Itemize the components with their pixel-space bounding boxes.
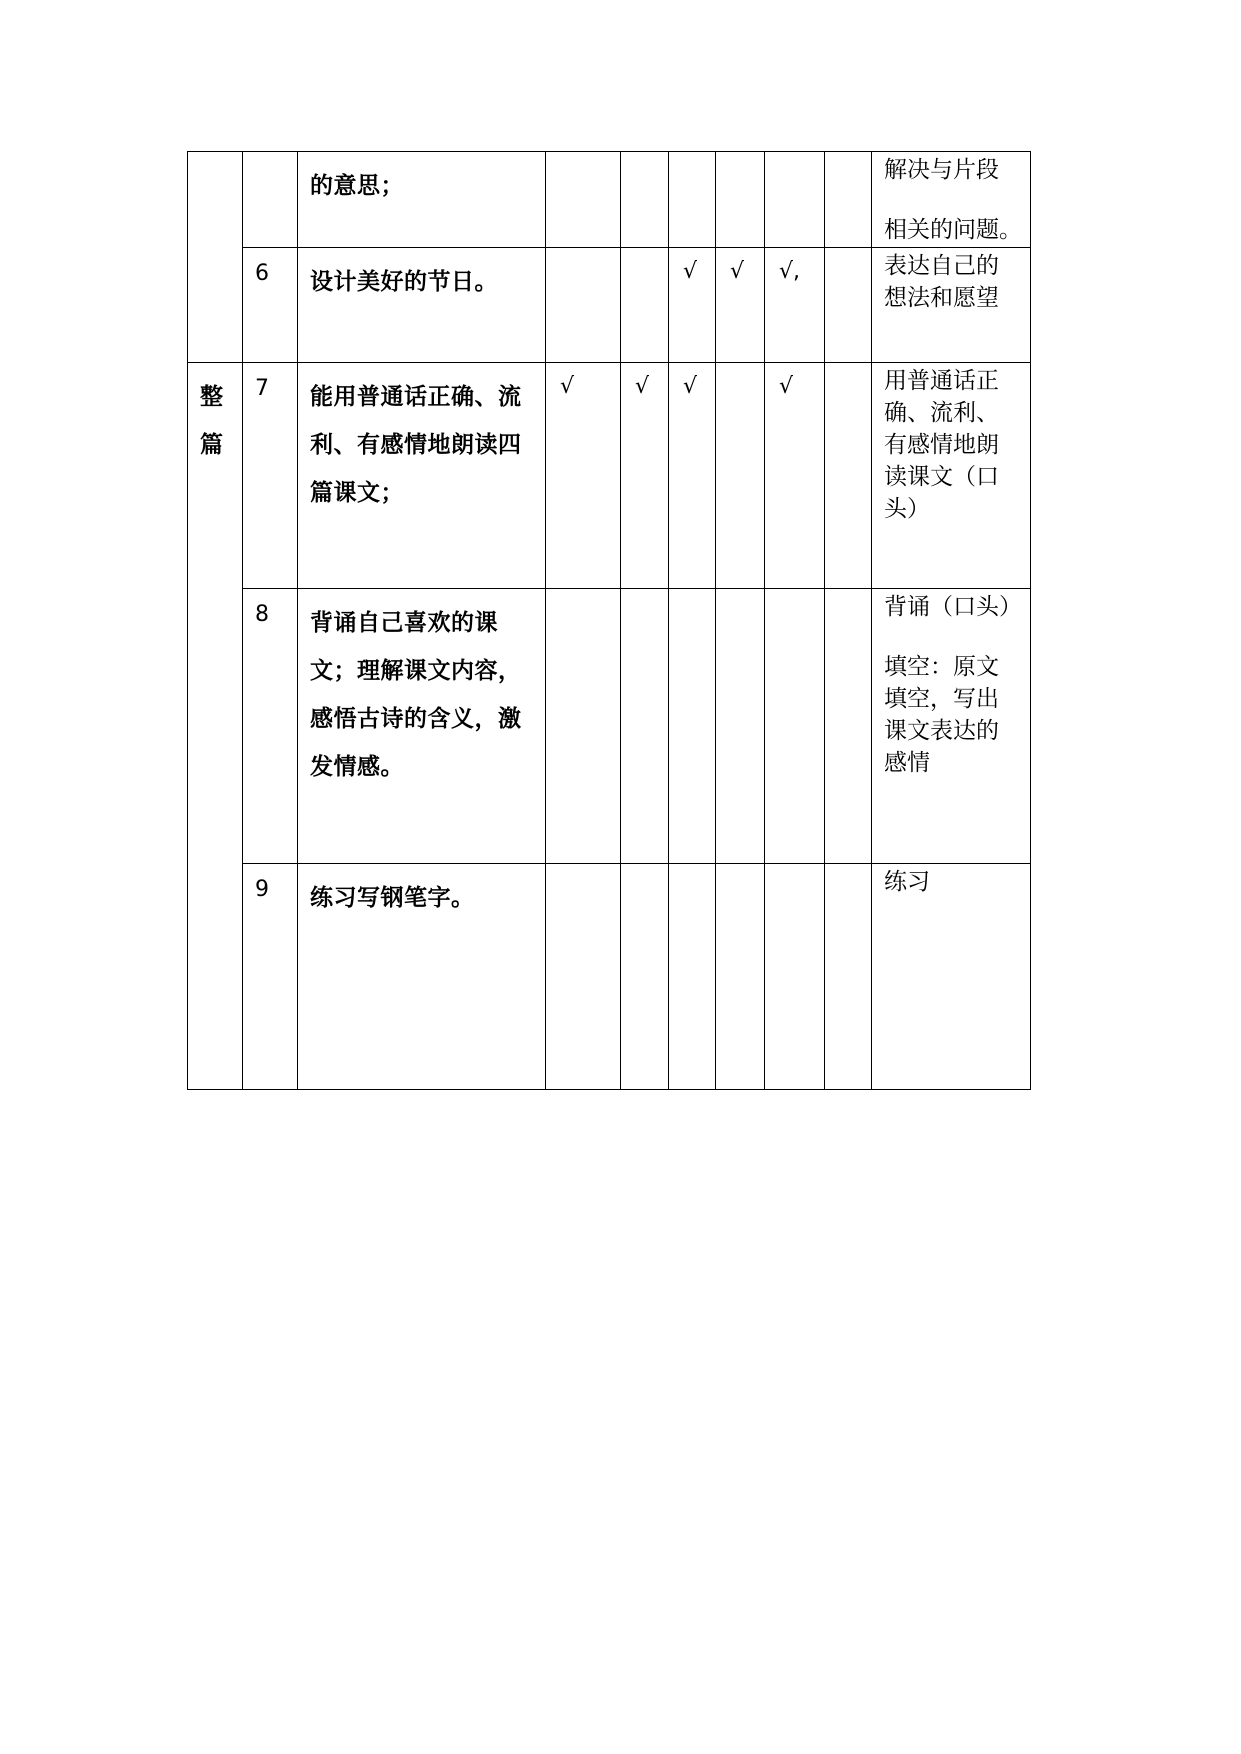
content-cell: 练习写钢笔字。 xyxy=(298,864,546,1090)
content-cell: 背诵自己喜欢的课文；理解课文内容，感悟古诗的含义，激发情感。 xyxy=(298,589,546,864)
row-number-cell: 8 xyxy=(243,589,298,864)
mark-cell xyxy=(716,864,765,1090)
note-line: 填空，写出 xyxy=(884,686,999,712)
mark-cell xyxy=(716,589,765,864)
mark-cell: √ xyxy=(546,363,621,589)
mark-cell xyxy=(621,248,669,363)
mark-cell xyxy=(546,152,621,248)
content-cell: 设计美好的节日。 xyxy=(298,248,546,363)
row-number-cell: 6 xyxy=(243,248,298,363)
mark-cell xyxy=(716,363,765,589)
row-number-cell: 7 xyxy=(243,363,298,589)
mark-cell xyxy=(546,864,621,1090)
table-row xyxy=(188,363,1031,589)
note-line: 读课文（口 xyxy=(884,464,999,490)
note-line: 课文表达的 xyxy=(884,718,999,744)
mark-cell: √ xyxy=(669,248,716,363)
note-cell xyxy=(872,152,1031,248)
mark-cell xyxy=(621,864,669,1090)
section-cell-empty xyxy=(188,152,243,363)
note-cell xyxy=(872,864,1031,1090)
table-row xyxy=(188,589,1031,864)
mark-cell: √, xyxy=(765,248,825,363)
mark-cell xyxy=(546,248,621,363)
note-line: 解决与片段 xyxy=(884,157,999,183)
content-cell: 的意思； xyxy=(298,152,546,248)
content-cell: 能用普通话正确、流利、有感情地朗读四篇课文； xyxy=(298,363,546,589)
mark-cell xyxy=(669,589,716,864)
section-label: 整篇 xyxy=(200,384,223,458)
mark-cell xyxy=(825,864,872,1090)
section-cell xyxy=(188,363,243,1090)
note-line: 有感情地朗 xyxy=(884,432,999,458)
row-number-cell: 9 xyxy=(243,864,298,1090)
mark-cell xyxy=(621,152,669,248)
assessment-table xyxy=(187,151,1031,1090)
mark-cell xyxy=(669,864,716,1090)
mark-cell xyxy=(546,589,621,864)
mark-cell xyxy=(825,152,872,248)
mark-cell xyxy=(825,363,872,589)
note-cell xyxy=(872,363,1031,589)
note-cell xyxy=(872,589,1031,864)
note-line: 想法和愿望 xyxy=(884,285,999,311)
mark-cell: √ xyxy=(669,363,716,589)
mark-cell xyxy=(716,152,765,248)
mark-cell xyxy=(825,589,872,864)
table-row xyxy=(188,248,1031,363)
mark-cell xyxy=(621,589,669,864)
mark-cell xyxy=(825,248,872,363)
table-row xyxy=(188,864,1031,1090)
mark-cell: √ xyxy=(765,363,825,589)
mark-cell xyxy=(765,589,825,864)
note-line: 背诵（口头） xyxy=(884,594,1022,620)
note-line: 相关的问题。 xyxy=(884,217,1022,243)
note-line: 填空：原文 xyxy=(884,654,999,680)
note-line: 确、流利、 xyxy=(884,400,999,426)
note-cell xyxy=(872,248,1031,363)
mark-cell: √ xyxy=(621,363,669,589)
note-line: 表达自己的 xyxy=(884,253,999,279)
note-line: 头） xyxy=(884,496,930,522)
note-line: 用普通话正 xyxy=(884,368,999,394)
mark-cell: √ xyxy=(716,248,765,363)
mark-cell xyxy=(765,152,825,248)
table-row xyxy=(188,152,1031,248)
mark-cell xyxy=(765,864,825,1090)
note-line: 感情 xyxy=(884,750,930,776)
mark-cell xyxy=(669,152,716,248)
note-line: 练习 xyxy=(884,869,930,895)
row-number-cell xyxy=(243,152,298,248)
